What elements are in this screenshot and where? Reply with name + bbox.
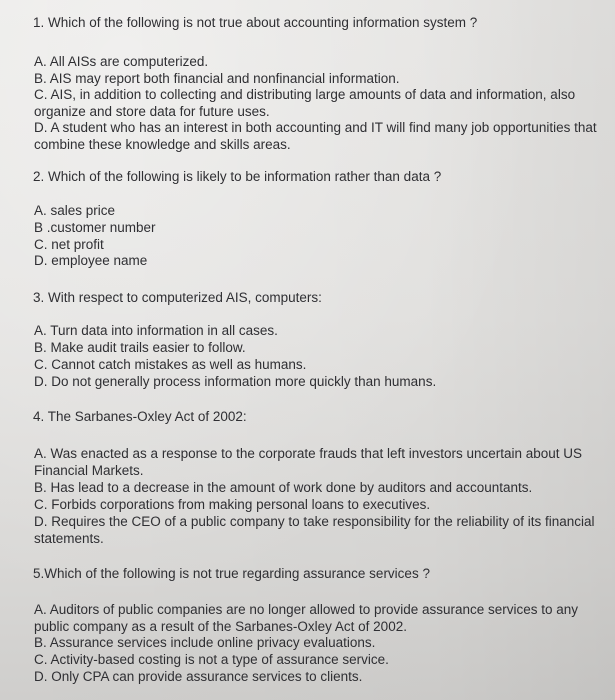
question-1-option-a: A. All AISs are computerized. [34, 54, 209, 69]
question-4-option-b: B. Has lead to a decrease in the amount of work done by auditors and accountants. [34, 480, 533, 495]
question-1-option-b: B. AIS may report both financial and nonfinancial information. [34, 71, 400, 86]
question-2-title: 2. Which of the following is likely to be information rather than data ? [33, 169, 442, 184]
question-3-option-d: D. Do not generally process information more quickly than humans. [34, 374, 437, 389]
question-3-title: 3. With respect to computerized AIS, computers: [33, 290, 322, 305]
question-5-option-d: D. Only CPA can provide assurance services to clients. [34, 669, 363, 684]
question-1-option-d: D. A student who has an interest in both accounting and IT will find many job opportunities that combine these knowledge and skills areas. [34, 120, 597, 152]
question-4-option-c: C. Forbids corporations from making personal loans to executives. [34, 497, 431, 512]
question-2-option-c: C. net profit [34, 237, 104, 252]
question-4-title: 4. The Sarbanes-Oxley Act of 2002: [33, 409, 247, 424]
question-1-title: 1. Which of the following is not true about accounting information system ? [33, 15, 478, 30]
question-5-option-a: A. Auditors of public companies are no longer allowed to provide assurance services to any public company as a result of the Sarbanes-Oxley Act of 2002. [34, 602, 579, 634]
question-1-option-c: C. AIS, in addition to collecting and distributing large amounts of data and information, also organize and store data for future uses. [34, 87, 576, 119]
question-4-option-d: D. Requires the CEO of a public company to take responsibility for the reliability of its financial statements. [34, 514, 595, 546]
question-3-option-b: B. Make audit trails easier to follow. [34, 340, 246, 355]
question-2-option-a: A. sales price [34, 203, 116, 218]
question-2-option-d: D. employee name [34, 253, 148, 268]
question-3-option-c: C. Cannot catch mistakes as well as humans. [34, 357, 307, 372]
question-4-option-a: A. Was enacted as a response to the corporate frauds that left investors uncertain about US Financial Markets. [34, 446, 583, 478]
question-3-option-a: A. Turn data into information in all cases. [34, 323, 278, 338]
question-5-option-c: C. Activity-based costing is not a type of assurance service. [34, 652, 389, 667]
question-5-title: 5.Which of the following is not true regarding assurance services ? [33, 566, 430, 581]
question-2-option-b: B .customer number [34, 220, 156, 235]
question-5-option-b: B. Assurance services include online privacy evaluations. [34, 635, 376, 650]
